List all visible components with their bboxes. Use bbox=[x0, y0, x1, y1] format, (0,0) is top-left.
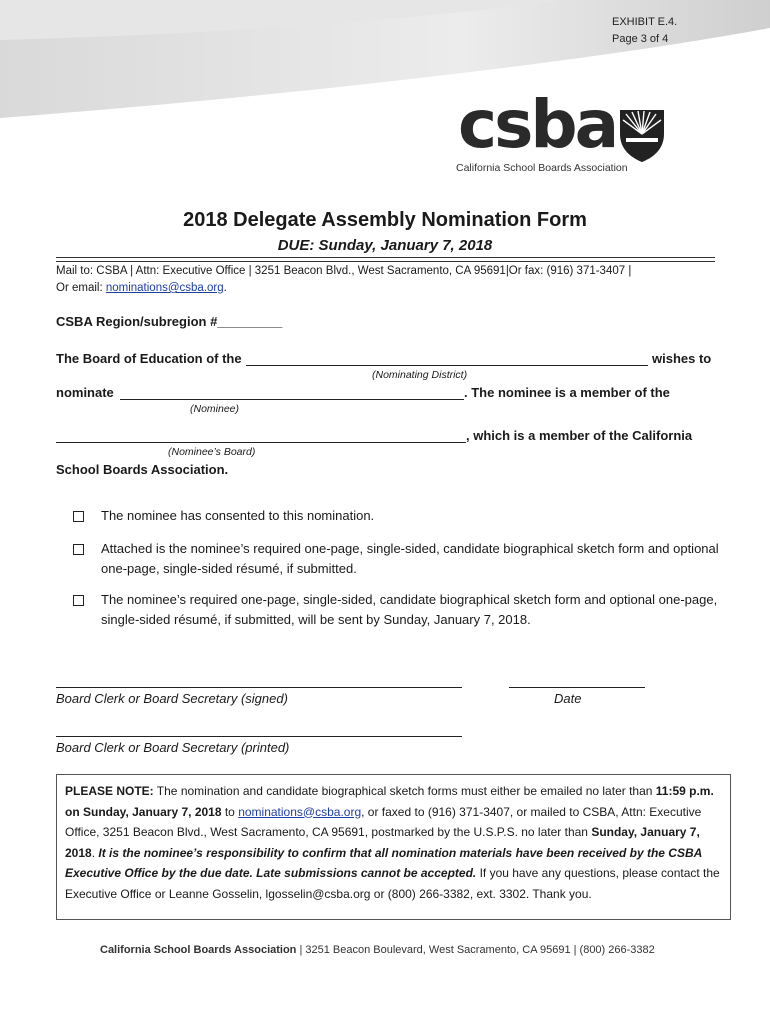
district-caption: (Nominating District) bbox=[372, 369, 468, 381]
form-title: 2018 Delegate Assembly Nomination Form bbox=[183, 209, 587, 231]
printed-label: Board Clerk or Board Secretary (printed) bbox=[56, 740, 290, 755]
nominee-board-caption: (Nominee’s Board) bbox=[168, 446, 256, 458]
signed-label: Board Clerk or Board Secretary (signed) bbox=[56, 691, 288, 706]
sunburst-shield-icon bbox=[618, 104, 666, 162]
note-label: PLEASE NOTE: bbox=[65, 784, 154, 798]
checkbox-attached[interactable] bbox=[73, 543, 99, 558]
nominate-prefix: nominate bbox=[56, 385, 114, 400]
logo-subtitle: California School Boards Association bbox=[456, 162, 628, 174]
district-input-line[interactable] bbox=[246, 365, 648, 366]
nominate-suffix: . The nominee is a member of the bbox=[464, 385, 670, 400]
exhibit-label bbox=[612, 14, 677, 48]
region-field[interactable]: CSBA Region/subregion #_________ bbox=[56, 314, 283, 329]
email-link[interactable]: nominations@csba.org bbox=[105, 282, 224, 294]
page-footer: California School Boards Association | 3251 Beacon Boulevard, West Sacramento, CA 95691 | (800) 266-3382 bbox=[100, 944, 655, 956]
nominee-input-line[interactable] bbox=[120, 399, 464, 400]
csba-logo bbox=[456, 86, 671, 182]
date-label: Date bbox=[554, 691, 582, 706]
due-date: DUE: Sunday, January 7, 2018 bbox=[277, 237, 493, 254]
mail-instructions: Mail to: CSBA | Attn: Executive Office | 3251 Beacon Blvd., West Sacramento, CA 95691|Or fax: (916) 371-3407 | Or email: nominations@csba.org. bbox=[56, 265, 632, 294]
date-line[interactable] bbox=[509, 687, 645, 688]
board-prefix: The Board of Education of the bbox=[56, 351, 242, 366]
checklist-item-consent: The nominee has consented to this nomination. bbox=[101, 508, 375, 523]
checklist-item-attached: Attached is the nominee’s required one-page, single-sided, candidate biographical sketch form and optional one-page, single-sided résumé, if submitted. bbox=[101, 541, 719, 576]
note-email-link[interactable]: nominations@csba.org bbox=[238, 804, 362, 819]
printed-name-line[interactable] bbox=[56, 736, 462, 737]
checkbox-consent[interactable] bbox=[73, 510, 99, 525]
nominee-caption: (Nominee) bbox=[190, 403, 240, 415]
checklist-item-sent-later: The nominee’s required one-page, single-sided, candidate biographical sketch form and optional one-page, single-sided résumé, if submitted, will be sent by Sunday, January 7, 2018. bbox=[101, 592, 718, 627]
exhibit-number: EXHIBIT E.4. bbox=[612, 16, 678, 28]
title-divider bbox=[56, 257, 715, 262]
checkbox-sent-later[interactable] bbox=[73, 594, 99, 609]
board-suffix: wishes to bbox=[652, 351, 712, 366]
member-suffix: , which is a member of the California bbox=[466, 428, 693, 443]
page-number: Page 3 of 4 bbox=[612, 33, 669, 45]
signature-line[interactable] bbox=[56, 687, 462, 688]
association-text: School Boards Association. bbox=[56, 462, 229, 477]
nominee-board-input-line[interactable] bbox=[56, 442, 466, 443]
please-note-box: PLEASE NOTE: The nomination and candidate biographical sketch forms must either be emailed no later than 11:59 p.m. on Sunday, January 7, 2018 to nominations@csba.org, or faxed to (916) 371-3407, or mailed to CSBA, Attn: Executive Office, 3251 Beacon Blvd., West Sacramento, CA 95691, postmarked by the U.S.P.S. no later than Sunday, January 7, 2018. It is the nominee’s responsibility to confirm that all nomination materials have been received by the CSBA Executive Office by the due date. Late submissions cannot be accepted. If you have any questions, please contact the Executive Office or Leanne Gosselin, lgosselin@csba.org or (800) 266-3382, ext. 3302. Thank you. bbox=[56, 774, 731, 920]
logo-wordmark: csba bbox=[458, 86, 617, 163]
mail-address: Mail to: CSBA | Attn: Executive Office | 3251 Beacon Blvd., West Sacramento, CA 95691|Or fax: (916) 371-3407 | bbox=[56, 265, 632, 277]
